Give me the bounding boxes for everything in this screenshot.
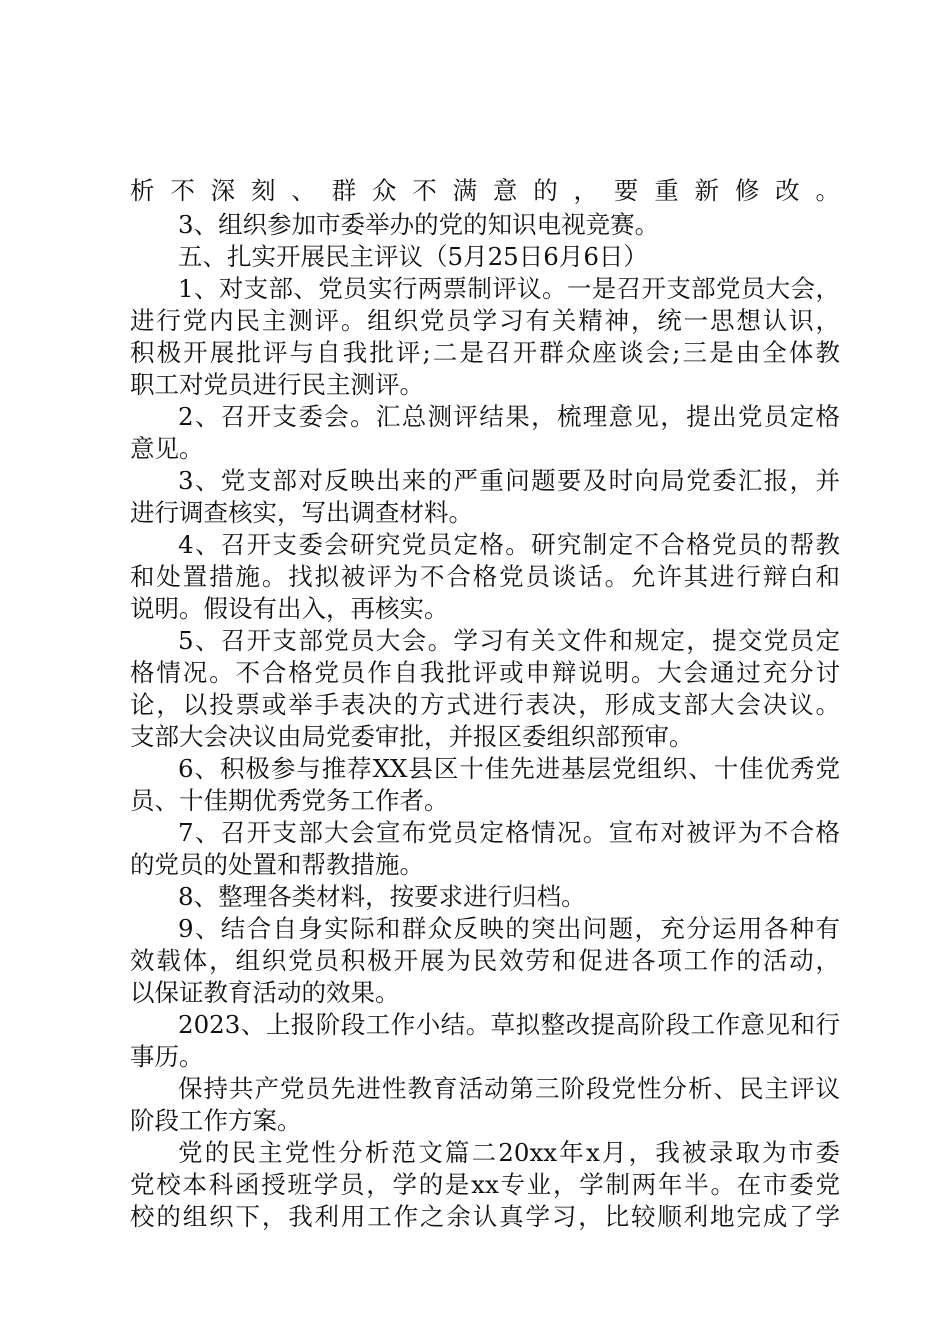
text-line: 1、对支部、党员实行两票制评议。一是召开支部党员大会， bbox=[178, 274, 840, 303]
text-line: 支部大会决议由局党委审批，并报区委组织部预审。 bbox=[130, 722, 694, 751]
text-line: 9、结合自身实际和群众反映的突出问题，充分运用各种有 bbox=[178, 914, 840, 943]
section-heading: 五、扎实开展民主评议（5月25日6月6日） bbox=[178, 242, 648, 271]
text-line: 意见。 bbox=[130, 434, 204, 463]
text-line: 校的组织下，我利用工作之余认真学习，比较顺利地完成了学 bbox=[130, 1202, 840, 1231]
text-line: 保持共产党员先进性教育活动第三阶段党性分析、民主评议 bbox=[178, 1074, 840, 1103]
text-line: 5、召开支部党员大会。学习有关文件和规定，提交党员定 bbox=[178, 626, 840, 655]
text-line: 的党员的处置和帮教措施。 bbox=[130, 850, 424, 879]
text-line: 析不深刻、群众不满意的，要重新修改。 bbox=[130, 176, 840, 205]
text-line: 8、整理各类材料，按要求进行归档。 bbox=[178, 882, 586, 911]
text-line: 员、十佳期优秀党务工作者。 bbox=[130, 786, 449, 815]
text-line: 说明。假设有出入，再核实。 bbox=[130, 594, 449, 623]
text-line: 事历。 bbox=[130, 1042, 204, 1071]
text-line: 效载体，组织党员积极开展为民效劳和促进各项工作的活动， bbox=[130, 946, 840, 975]
text-line: 论，以投票或举手表决的方式进行表决，形成支部大会决议。 bbox=[130, 690, 840, 719]
text-line: 7、召开支部大会宣布党员定格情况。宣布对被评为不合格 bbox=[178, 818, 840, 847]
text-line: 进行党内民主测评。组织党员学习有关精神，统一思想认识， bbox=[130, 306, 840, 335]
text-line: 2、召开支委会。汇总测评结果，梳理意见，提出党员定格 bbox=[178, 402, 840, 431]
text-line: 4、召开支委会研究党员定格。研究制定不合格党员的帮教 bbox=[178, 530, 840, 559]
text-line: 进行调查核实，写出调查材料。 bbox=[130, 498, 473, 527]
text-line: 职工对党员进行民主测评。 bbox=[130, 370, 424, 399]
text-line: 2023、上报阶段工作小结。草拟整改提高阶段工作意见和行 bbox=[178, 1010, 840, 1039]
text-line: 党的民主党性分析范文篇二20xx年x月，我被录取为市委 bbox=[178, 1138, 840, 1167]
text-line: 阶段工作方案。 bbox=[130, 1106, 302, 1135]
text-line: 3、党支部对反映出来的严重问题要及时向局党委汇报，并 bbox=[178, 466, 840, 495]
text-line: 格情况。不合格党员作自我批评或申辩说明。大会通过充分讨 bbox=[130, 658, 840, 687]
text-line: 党校本科函授班学员，学的是xx专业，学制两年半。在市委党 bbox=[130, 1170, 840, 1199]
text-line: 6、积极参与推荐XX县区十佳先进基层党组织、十佳优秀党 bbox=[178, 754, 840, 783]
text-line: 和处置措施。找拟被评为不合格党员谈话。允许其进行辩白和 bbox=[130, 562, 840, 591]
text-line: 3、组织参加市委举办的党的知识电视竞赛。 bbox=[178, 210, 660, 239]
text-line: 以保证教育活动的效果。 bbox=[130, 978, 400, 1007]
text-line: 积极开展批评与自我批评;二是召开群众座谈会;三是由全体教 bbox=[130, 338, 840, 367]
